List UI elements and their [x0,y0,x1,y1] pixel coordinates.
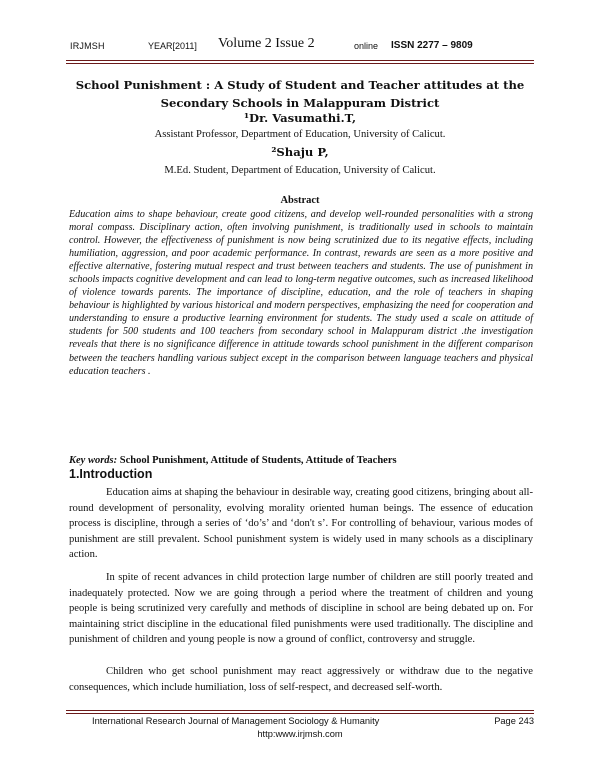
body-paragraph: Education aims at shaping the behaviour in desirable way, creating good citizens, bringing about all-round development of personality, evolving morality oriented human beings. The essence of education process is discipline, through a series of ‘do’s’ and ‘don't s’. For controlling of behaviour, various modes of punishment are still prevalent. School punishment system is widely used in many schools as a disciplinary action. [69,487,533,560]
footer-rule-thin [66,713,534,714]
section-heading-introduction: 1.Introduction [69,467,153,481]
affiliation-1: Assistant Professor, Department of Education, University of Calicut. [154,129,446,140]
page-number: Page 243 [494,716,534,726]
footer-url: http:www.irjmsh.com [257,729,343,739]
keywords-list: School Punishment, Attitude of Students, Attitude of Teachers [119,455,397,466]
header-rule-thin [66,63,534,64]
header-rule [66,60,534,61]
keywords [69,455,533,466]
header-issn: ISSN 2277 – 9809 [391,40,473,51]
body-paragraph: Children who get school punishment may react aggressively or withdraw due to the negative consequences, which include humiliation, loss of self-respect, and decreased self-worth. [69,666,533,693]
header-journal: IRJMSH [70,41,105,51]
keywords-label: Key words: [69,455,118,466]
paper-title: School Punishment : A Study of Student and Teacher attitudes at the Secondary Schools in Malappuram District [75,78,525,110]
footer-rule [66,710,534,711]
author-2: ²Shaju P, [271,145,329,159]
header-volume: Volume 2 Issue 2 [218,36,315,51]
body-paragraph: In spite of recent advances in child protection large number of children are still poorly treated and inadequately protected. Now we are going through a period where the treatment of children and young people is being scrutinized very carefully and methods of discipline in school are being debated up on. For maintaining strict discipline in the educational filed punishments were used traditionally. The discipline and punishment of children and young people is now a ground of conflict, controversy and struggle. [69,572,533,645]
header-year: YEAR[2011] [148,41,197,51]
abstract-heading: Abstract [280,195,320,206]
running-footer [66,716,534,746]
footer-journal: International Research Journal of Management Sociology & Humanity [92,716,380,726]
header-online: online [354,41,379,51]
abstract-text: Education aims to shape behaviour, create good citizens, and develop well-rounded personalities with a strong moral compass. Disciplinary action, often involving punishment, is traditionally used in schools to maintain control. However, the effectiveness of punishment is now being scrutinized due to its negative effects, including humiliation, aggression, and poor academic performance. In contrast, rewards are seen as a more positive and effective alternative, fostering mutual respect and trust between teachers and students. The use of punishment in schools impacts cognitive development and can lead to long-term negative outcomes, such as increased likelihood of violence towards parents. The importance of discipline, education, and the role of teachers in shaping behaviour is highlighted by various historical and modern perspectives, emphasizing the need for cooperation and understanding to ensure a productive learning environment for students. The study used a scale on attitude of students for 500 students and 100 teachers from secondary school in Malappuram district .the investigation reveals that there is no significance difference in attitude towards school punishment in the different comparison between the teachers handling various subject except in the comparison between language teachers and physical education teachers . [69,209,533,377]
author-1: ¹Dr. Vasumathi.T, [243,111,357,125]
affiliation-2: M.Ed. Student, Department of Education, University of Calicut. [164,165,436,176]
running-header [70,38,540,58]
